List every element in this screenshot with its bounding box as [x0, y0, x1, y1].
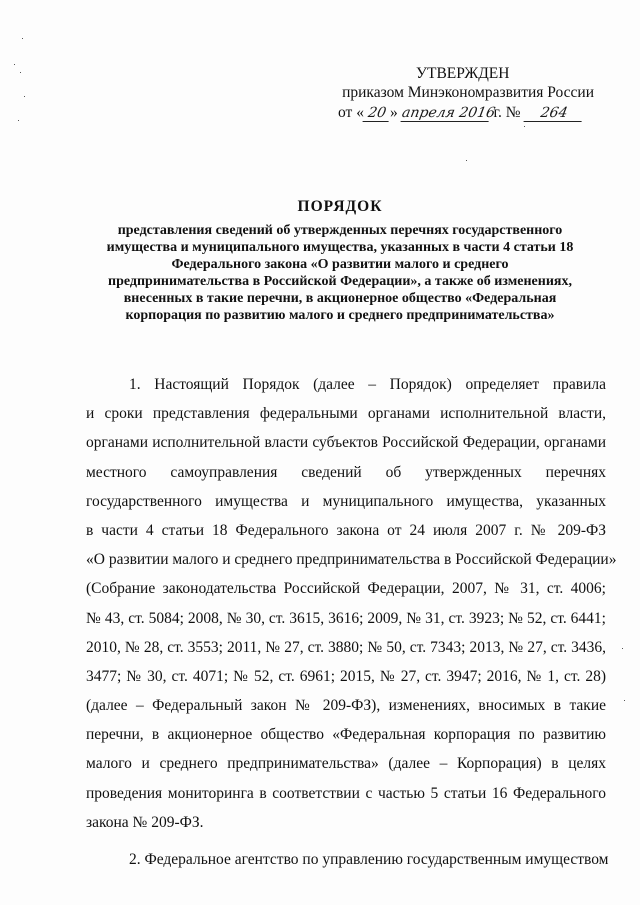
- paragraph-line: перечни, в акционерное общество «Федеральная корпорация по развитию: [86, 726, 606, 744]
- subtitle-line: имущества и муниципального имущества, указанных в части 4 статьи 18: [106, 240, 574, 255]
- paragraph-line: 2. Федеральное агентство по управлению государственным имуществом: [129, 851, 609, 868]
- paragraph-line: № 43, ст. 5084; 2008, № 30, ст. 3615, 3616; 2009, № 31, ст. 3923; № 52, ст. 6441;: [86, 609, 606, 627]
- order-number: 264: [523, 105, 584, 122]
- title-block: [70, 198, 610, 324]
- date-mid: »: [389, 104, 398, 121]
- paragraph-2: [86, 845, 609, 874]
- approval-stamp: [338, 64, 608, 122]
- paragraph-line: закона № 209-ФЗ.: [86, 813, 204, 831]
- paragraph-line: малого и среднего предпринимательства» (далее – Корпорация) в целях: [86, 755, 606, 773]
- paragraph-line: 2010, № 28, ст. 3553; 2011, № 27, ст. 3880; № 50, ст. 7343; 2013, № 27, ст. 3436,: [86, 638, 606, 656]
- paragraph-line: «О развитии малого и среднего предпринимательства в Российской Федерации»: [86, 551, 617, 569]
- date-prefix: от «: [338, 104, 364, 121]
- date-month-year: апреля 2016: [400, 105, 496, 121]
- paragraph-line: в части 4 статьи 18 Федерального закона от 24 июля 2007 г. № 209-ФЗ: [86, 521, 606, 539]
- paragraph-1: [86, 370, 617, 837]
- approval-date-line: [338, 103, 608, 122]
- document-title: ПОРЯДОК: [297, 198, 383, 215]
- paragraph-line: 3477; № 30, ст. 4071; № 52, ст. 6961; 2015, № 27, ст. 3947; 2016, № 1, ст. 28): [86, 667, 606, 685]
- document-body: [86, 370, 617, 874]
- paragraph-line: местного самоуправления сведений об утвержденных перечнях: [86, 463, 606, 481]
- approval-order: приказом Минэкономразвития России: [342, 84, 594, 101]
- subtitle-line: внесенных в такие перечни, в акционерное общество «Федеральная: [123, 291, 557, 306]
- subtitle-line: Федерального закона «О развитии малого и среднего: [171, 257, 509, 272]
- paragraph-line: проведения мониторинга в соответствии с частью 5 статьи 16 Федерального: [86, 784, 606, 802]
- date-suffix: г. №: [489, 104, 521, 121]
- subtitle-line: корпорация по развитию малого и среднего предпринимательства»: [125, 308, 555, 323]
- paragraph-line: и сроки представления федеральными органами исполнительной власти,: [86, 405, 606, 423]
- approval-status: УТВЕРЖДЕН: [416, 65, 510, 82]
- paragraph-line: государственного имущества и муниципального имущества, указанных: [86, 492, 606, 510]
- subtitle-line: представления сведений об утвержденных перечнях государственного: [117, 223, 563, 238]
- paragraph-line: органами исполнительной власти субъектов Российской Федерации, органами: [86, 434, 606, 452]
- subtitle-line: предпринимательства в Российской Федерации», а также об изменениях,: [108, 274, 572, 289]
- paragraph-line: 1. Настоящий Порядок (далее – Порядок) определяет правила: [129, 376, 606, 393]
- paragraph-line: (Собрание законодательства Российской Федерации, 2007, № 31, ст. 4006;: [86, 580, 606, 598]
- paragraph-line: (далее – Федеральный закон № 209-ФЗ), изменениях, вносимых в такие: [86, 697, 606, 715]
- date-day: 20: [362, 105, 391, 122]
